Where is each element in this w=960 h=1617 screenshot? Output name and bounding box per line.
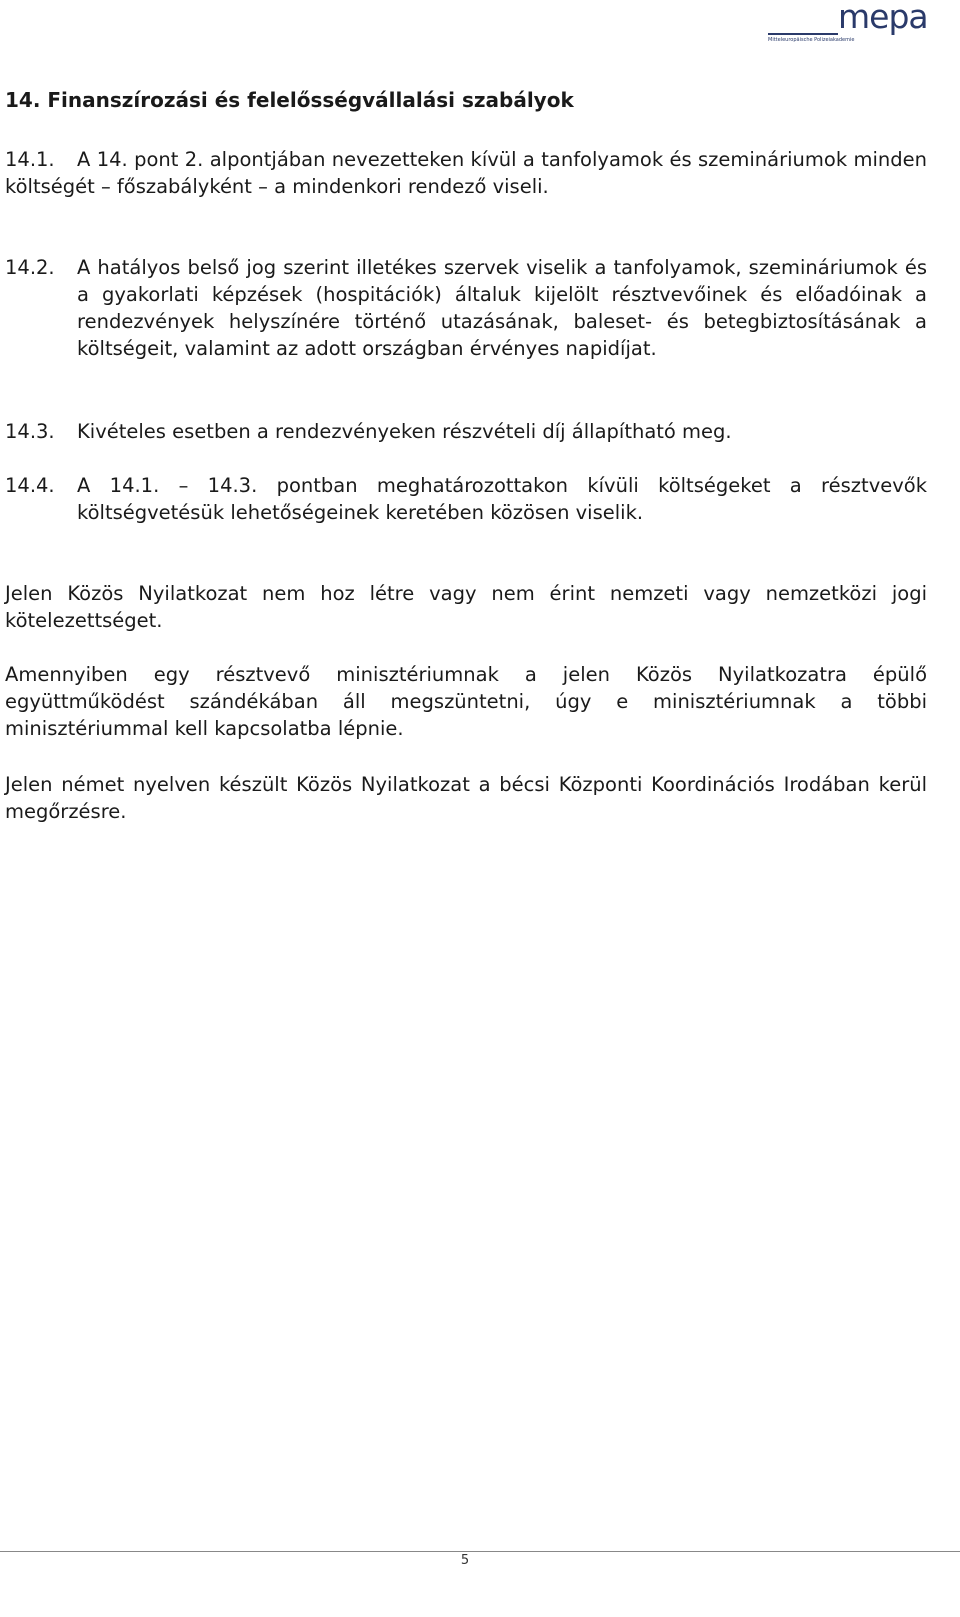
logo-rule xyxy=(768,33,838,35)
clause-text: A 14.1. – 14.3. pontban meghatározottakon kívüli költségeket a résztvevők költségvetésük lehetőségeinek keretében közösen viselik. xyxy=(77,474,927,524)
mepa-logo xyxy=(758,0,928,48)
clause-number: 14.3. xyxy=(5,420,55,443)
paragraph-legal-obligation: Jelen Közös Nyilatkozat nem hoz létre vagy nem érint nemzeti vagy nemzetközi jogi kötelezettséget. xyxy=(5,582,927,632)
clause-body xyxy=(5,418,927,445)
clause-text: Kivételes esetben a rendezvényeken részvételi díj állapítható meg. xyxy=(77,420,732,443)
logo-wordmark: mepa xyxy=(838,0,928,36)
clause-body xyxy=(5,472,927,526)
clause-body xyxy=(5,254,927,362)
clause-14-2 xyxy=(5,254,927,362)
clause-number: 14.1. xyxy=(5,148,55,171)
clause-text: A 14. pont 2. alpontjában nevezetteken kívül a tanfolyamok és szemináriumok minden költségét – főszabályként – a mindenkori rendező viseli. xyxy=(5,148,927,198)
clause-text: A hatályos belső jog szerint illetékes szervek viselik a tanfolyamok, szemináriumok és a gyakorlati képzések (hospitációk) általuk kijelölt résztvevőinek és előadóinak a rendezvények helyszínére történő utazásának, baleset- és betegbiztosításának a költségeit, valamint az adott országban érvényes napidíjat. xyxy=(77,256,927,360)
clause-14-4 xyxy=(5,472,927,526)
paragraph-archive: Jelen német nyelven készült Közös Nyilatkozat a bécsi Központi Koordinációs Irodában kerül megőrzésre. xyxy=(5,773,927,823)
clause-14-3 xyxy=(5,418,927,445)
clause-number: 14.4. xyxy=(5,474,55,497)
page-number: 5 xyxy=(460,1553,470,1568)
section-title: 14. Finanszírozási és felelősségvállalási szabályok xyxy=(5,88,574,112)
logo-subtitle: Mitteleuropäische Polizeiakademie xyxy=(768,37,855,43)
clause-14-1 xyxy=(5,146,927,200)
clause-number: 14.2. xyxy=(5,256,55,279)
footer-rule xyxy=(0,1551,960,1552)
paragraph-termination: Amennyiben egy résztvevő minisztériumnak a jelen Közös Nyilatkozatra épülő együttműködést szándékában áll megszüntetni, úgy e minisztériumnak a többi minisztériummal kell kapcsolatba lépnie. xyxy=(5,663,927,740)
